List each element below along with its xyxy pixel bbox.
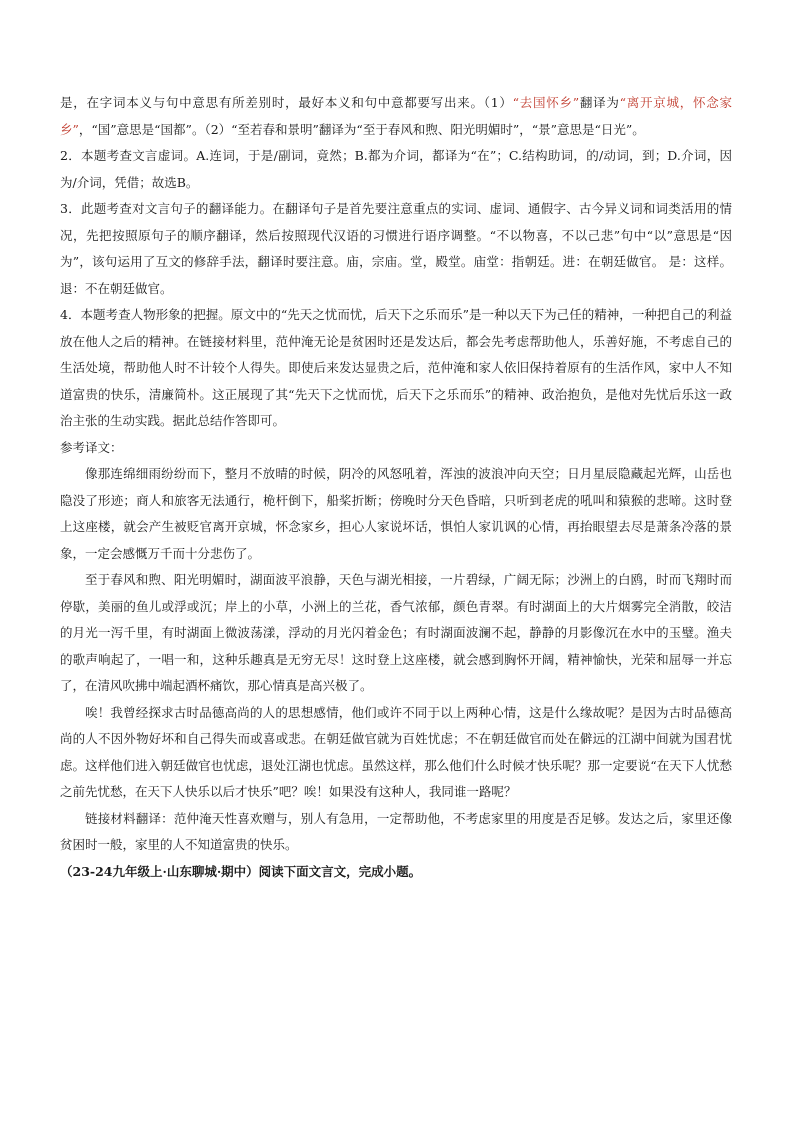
translation-paragraph: 唉！我曾经探求古时品德高尚的人的思想感情，他们或许不同于以上两种心情，这是什么缘故呢？是因为古时品德高尚的人不因外物好坏和自己得失而或喜或悲。在朝廷做官就为百姓忧虑；不在朝廷做官而处在僻远的江湖中间就为国君忧虑。这样他们进入朝廷做官也忧虑，退处江湖也忧虑。虽然这样，那么他们什么时候才快乐呢？那一定要说“在天下人忧愁之前先忧愁，在天下人快乐以后才快乐”吧？唉！如果没有这种人，我同谁一路呢？ [60,704,732,799]
answer-1-continuation [60,90,732,143]
translation-paragraph: 链接材料翻译：范仲淹天性喜欢赠与，别人有急用，一定帮助他，不考虑家里的用度是否足够。发达之后，家里还像贫困时一般，家里的人不知道富贵的快乐。 [60,810,732,852]
answer-1-quote-b: “离开京城，怀念家乡” [60,95,732,137]
translation-paragraph: 至于春风和煦、阳光明媚时，湖面波平浪静，天色与湖光相接，一片碧绿，广阔无际；沙洲上的白鸥，时而飞翔时而停歇，美丽的鱼儿或浮或沉；岸上的小草，小洲上的兰花，香气浓郁，颜色青翠。有时湖面上的大片烟雾完全消散，皎洁的月光一泻千里，有时湖面上微波荡漾，浮动的月光闪着金色；有时湖面波澜不起，静静的月影像沉在水中的玉璧。渔夫的歌声响起了，一唱一和，这种乐趣真是无穷无尽！这时登上这座楼，就会感到胸怀开阔，精神愉快，光荣和屈辱一并忘了，在清风吹拂中端起酒杯痛饮，那心情真是高兴极了。 [60,572,732,693]
document-body [60,90,732,885]
answer-1-quote-a: “去国怀乡” [512,95,580,110]
translation-label: 参考译文： [60,439,123,455]
answer-4: 4．本题考查人物形象的把握。原文中的“先天之忧而忧，后天下之乐而乐”是一种以天下为己任的精神，一种把自己的利益放在他人之后的精神。在链接材料里，范仲淹无论是贫困时还是发达后，都会先考虑帮助他人，乐善好施，不考虑自己的生活处境，帮助他人时不计较个人得失。即使后来发达显贵之后，范仲淹和家人依旧保持着原有的生活作风，家中人不知道富贵的快乐，清廉简朴。这正展现了其“先天下之忧而忧，后天下之乐而乐”的精神、政治抱负，是他对先忧后乐这一政治主张的生动实践。据此总结作答即可。 [60,307,732,428]
next-question-heading: （23-24九年级上·山东聊城·期中）阅读下面文言文，完成小题。 [60,863,422,879]
answer-3: 3．此题考查对文言句子的翻译能力。在翻译句子是首先要注意重点的实词、虚词、通假字、古今异义词和词类活用的情况，先把按照原句子的顺序翻译，然后按照现代汉语的习惯进行语序调整。“不以物喜，不以己悲”句中“以”意思是“因为”，该句运用了互文的修辞手法，翻译时要注意。庙，宗庙。堂，殿堂。庙堂：指朝廷。进：在朝廷做官。 是：这样。退：不在朝廷做官。 [60,201,732,296]
translation-paragraph: 像那连绵细雨纷纷而下，整月不放晴的时候，阴冷的风怒吼着，浑浊的波浪冲向天空；日月星辰隐藏起光辉，山岳也隐没了形迹；商人和旅客无法通行，桅杆倒下，船桨折断；傍晚时分天色昏暗，只听到老虎的吼叫和猿猴的悲啼。这时登上这座楼，就会产生被贬官离开京城，怀念家乡，担心人家说坏话，惧怕人家讥讽的心情，再抬眼望去尽是萧条冷落的景象，一定会感慨万千而十分悲伤了。 [60,466,732,561]
answer-1-text-a: 是，在字词本义与句中意思有所差别时，最好本义和句中意都要写出来。（1） [60,95,513,110]
answer-2: 2．本题考查文言虚词。A.连词，于是/副词，竟然；B.都为介词，都译为“在”；C.结构助词，的/动词，到；D.介词，因为/介词，凭借；故选B。 [60,148,732,190]
answer-1-text-b: 翻译为 [579,95,620,110]
answer-1-text-c: ，“国”意思是“国都”。（2）“至若春和景明”翻译为“至于春风和煦、阳光明媚时”，“景”意思是“日光”。 [78,121,645,137]
